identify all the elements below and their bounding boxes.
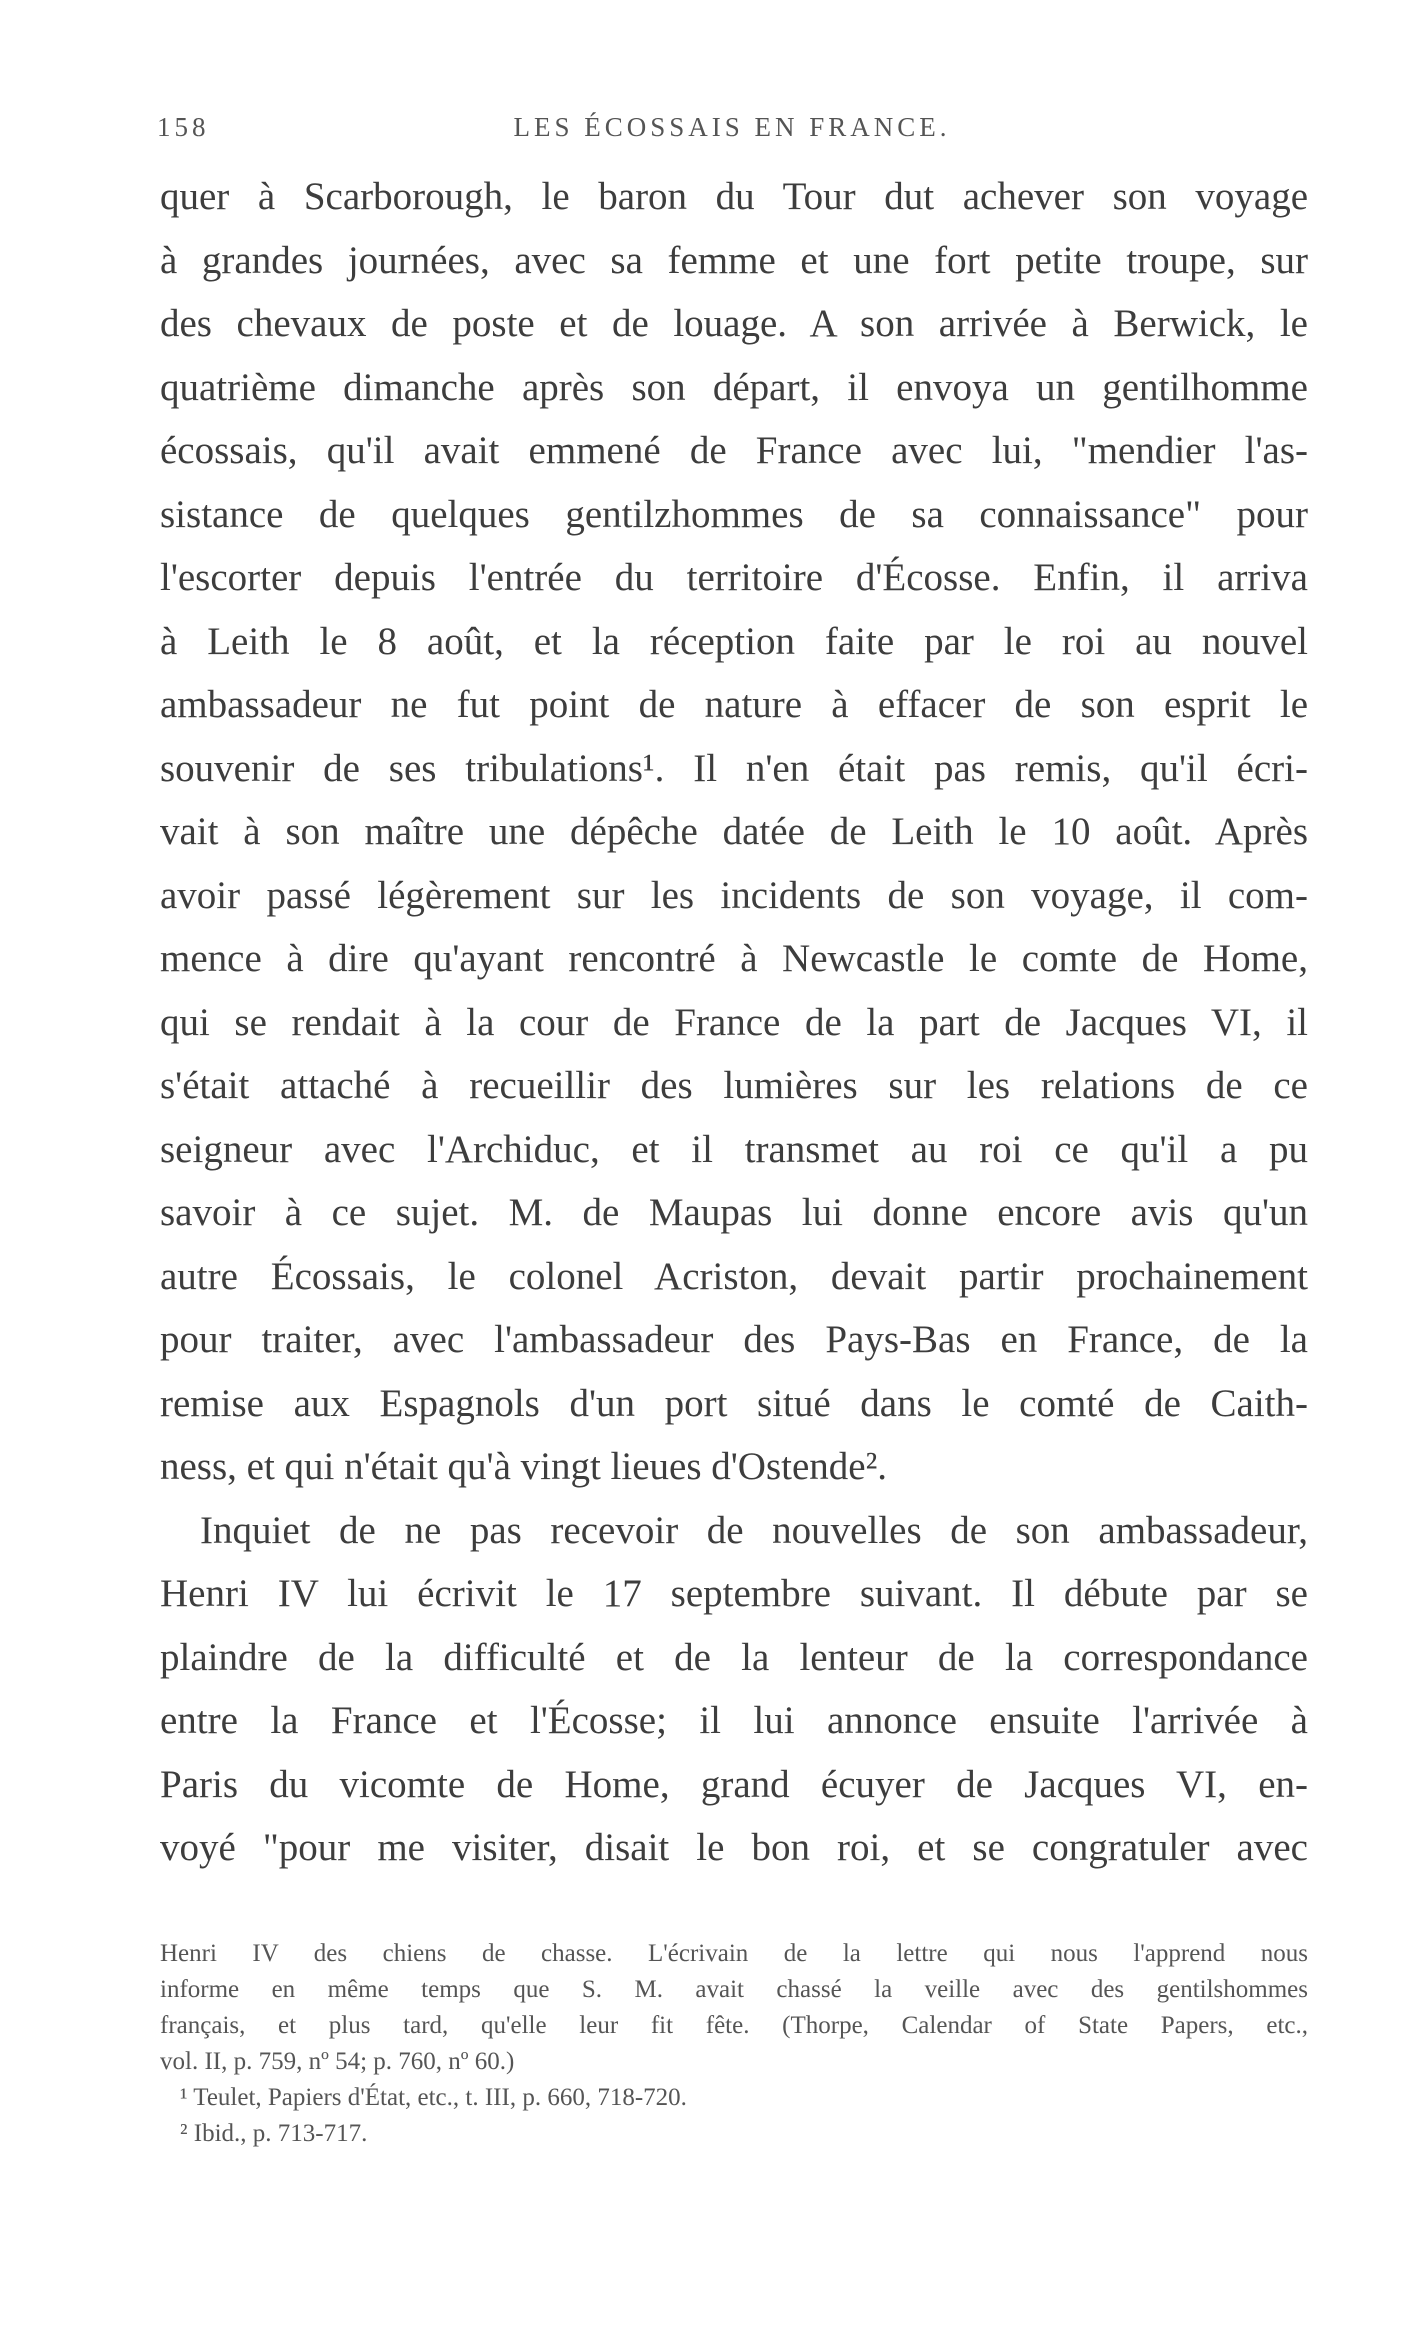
body-text (160, 165, 1308, 1880)
footnote-line: vol. II, p. 759, nº 54; p. 760, nº 60.) (160, 2048, 515, 2075)
text-line: entre la France et l'Écosse; il lui annonce ensuite l'arrivée à (160, 1699, 1308, 1742)
text-line: mence à dire qu'ayant rencontré à Newcastle le comte de Home, (160, 937, 1308, 980)
text-line: autre Écossais, le colonel Acriston, devait partir prochainement (160, 1254, 1308, 1298)
text-line: quer à Scarborough, le baron du Tour dut achever son voyage (160, 175, 1308, 218)
text-line: qui se rendait à la cour de France de la part de Jacques VI, il (160, 1000, 1308, 1044)
text-line: ambassadeur ne fut point de nature à effacer de son esprit le (160, 683, 1308, 726)
text-line: à Leith le 8 août, et la réception faite par le roi au nouvel (160, 619, 1308, 663)
text-line: s'était attaché à recueillir des lumières sur les relations de ce (160, 1064, 1308, 1107)
text-line: remise aux Espagnols d'un port situé dans le comté de Caith- (160, 1381, 1308, 1425)
text-line: l'escorter depuis l'entrée du territoire d'Écosse. Enfin, il arriva (160, 556, 1308, 599)
text-line: Henri IV lui écrivit le 17 septembre suivant. Il débute par se (160, 1572, 1308, 1615)
footnotes (160, 1936, 1308, 2152)
text-line: souvenir de ses tribulations¹. Il n'en était pas remis, qu'il écri- (160, 746, 1308, 790)
text-line: sistance de quelques gentilzhommes de sa connaissance" pour (160, 492, 1308, 536)
page-header (157, 112, 1307, 152)
paragraph-start-line: Inquiet de ne pas recevoir de nouvelles de son ambassadeur, (200, 1508, 1308, 1552)
text-line: avoir passé légèrement sur les incidents de son voyage, il com- (160, 873, 1308, 917)
text-line: pour traiter, avec l'ambassadeur des Pays-Bas en France, de la (160, 1318, 1308, 1361)
footnote-line: français, et plus tard, qu'elle leur fit fête. (Thorpe, Calendar of State Papers, etc., (160, 2012, 1308, 2039)
text-line: vait à son maître une dépêche datée de Leith le 10 août. Après (160, 810, 1308, 853)
text-line: quatrième dimanche après son départ, il envoya un gentilhomme (160, 365, 1308, 409)
footnote-line: Henri IV des chiens de chasse. L'écrivain de la lettre qui nous l'apprend nous (160, 1940, 1308, 1967)
text-line: des chevaux de poste et de louage. A son arrivée à Berwick, le (160, 302, 1308, 345)
text-line: savoir à ce sujet. M. de Maupas lui donne encore avis qu'un (160, 1191, 1308, 1234)
text-line: plaindre de la difficulté et de la lenteur de la correspondance (160, 1635, 1308, 1679)
text-line: ness, et qui n'était qu'à vingt lieues d'Ostende². (160, 1445, 888, 1488)
text-line: seigneur avec l'Archiduc, et il transmet au roi ce qu'il a pu (160, 1127, 1308, 1171)
footnote-1: ¹ Teulet, Papiers d'État, etc., t. III, p. 660, 718-720. (180, 2084, 687, 2111)
running-title: LES ÉCOSSAIS EN FRANCE. (513, 112, 951, 142)
text-line: à grandes journées, avec sa femme et une fort petite troupe, sur (160, 238, 1308, 282)
page-number: 158 (157, 112, 210, 142)
text-line: voyé "pour me visiter, disait le bon roi, et se congratuler avec (160, 1826, 1308, 1869)
footnote-2: ² Ibid., p. 713-717. (180, 2120, 368, 2147)
footnote-line: informe en même temps que S. M. avait chassé la veille avec des gentilshommes (160, 1976, 1308, 2003)
text-line: Paris du vicomte de Home, grand écuyer de Jacques VI, en- (160, 1762, 1308, 1806)
text-line: écossais, qu'il avait emmené de France avec lui, "mendier l'as- (160, 429, 1308, 472)
